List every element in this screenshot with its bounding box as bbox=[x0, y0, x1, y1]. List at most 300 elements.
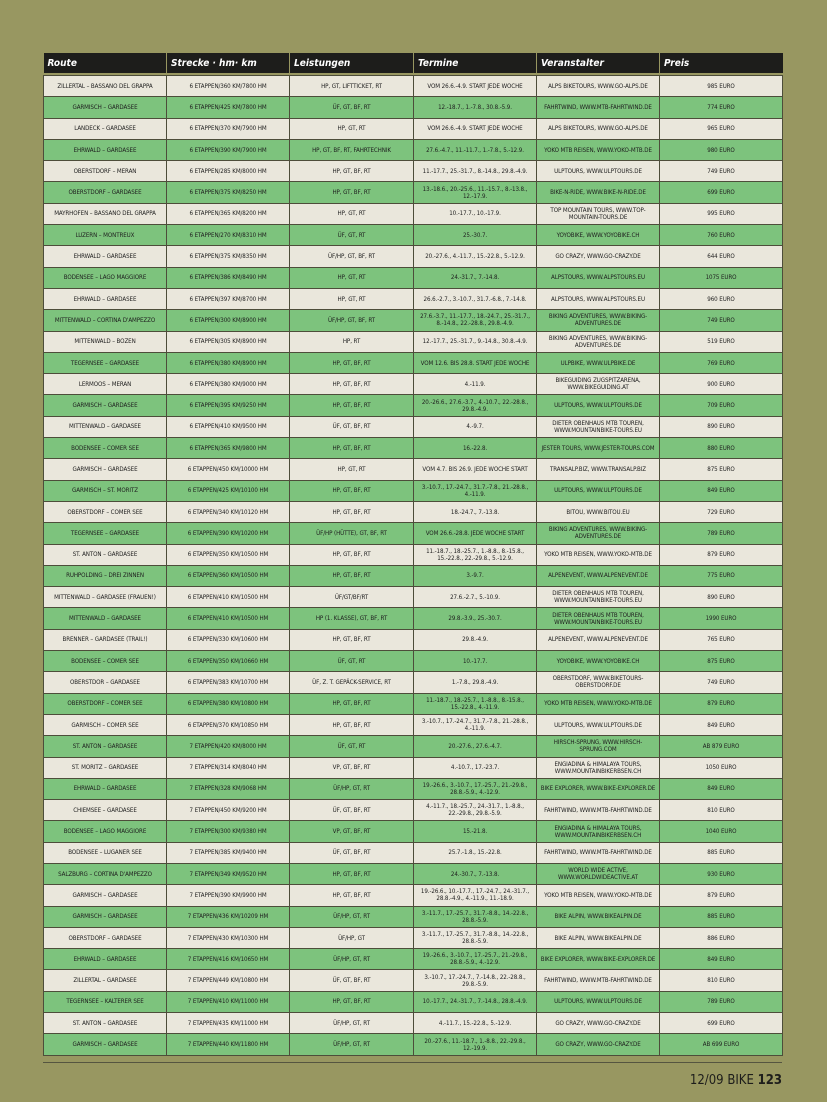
table-row bbox=[44, 565, 783, 586]
cell-veranstalter: BIKE ALPIN, WWW.BIKEALPIN.DE bbox=[537, 927, 660, 948]
cell-termine: 10.-17.7., 10.-17.9. bbox=[414, 203, 537, 224]
cell-route: LANDECK – GARDASEE bbox=[44, 118, 167, 139]
cell-strecke: 6 ETAPPEN/380 KM/10800 HM bbox=[167, 693, 290, 714]
cell-strecke: 6 ETAPPEN/395 KM/9250 HM bbox=[167, 395, 290, 416]
table-row bbox=[44, 778, 783, 799]
cell-termine: 24.-30.7., 7.-13.8. bbox=[414, 863, 537, 884]
cell-preis: 810 EURO bbox=[660, 800, 783, 821]
cell-veranstalter: ALPSTOURS, WWW.ALPSTOURS.EU bbox=[537, 288, 660, 309]
table-row bbox=[44, 736, 783, 757]
cell-preis: 1050 EURO bbox=[660, 757, 783, 778]
cell-termine: 27.6.-2.7., 5.-10.9. bbox=[414, 587, 537, 608]
cell-termine: VOM 4.7. BIS 26.9. JEDE WOCHE START bbox=[414, 459, 537, 480]
cell-preis: 879 EURO bbox=[660, 544, 783, 565]
cell-preis: 849 EURO bbox=[660, 778, 783, 799]
table-row bbox=[44, 374, 783, 395]
cell-preis: 890 EURO bbox=[660, 416, 783, 437]
cell-veranstalter: GO CRAZY, WWW.GO-CRAZY.DE bbox=[537, 1013, 660, 1034]
cell-termine: 4.-11.7., 18.-25.7., 24.-31.7., 1.-8.8., 22.-29.8., 29.8.-5.9. bbox=[414, 800, 537, 821]
cell-termine: 20.-27.6., 4.-11.7., 15.-22.8., 5.-12.9. bbox=[414, 246, 537, 267]
cell-veranstalter: ENGIADINA & HIMALAYA TOURS, WWW.MOUNTAINBIKERBSEN.CH bbox=[537, 757, 660, 778]
table-row bbox=[44, 672, 783, 693]
cell-preis: 879 EURO bbox=[660, 885, 783, 906]
cell-route: OBERSTDORF – COMER SEE bbox=[44, 693, 167, 714]
header-leistungen: Leistungen bbox=[290, 53, 414, 73]
table-row bbox=[44, 757, 783, 778]
table-row bbox=[44, 523, 783, 544]
cell-termine: 15.-21.8. bbox=[414, 821, 537, 842]
table-row bbox=[44, 544, 783, 565]
table-row bbox=[44, 863, 783, 884]
cell-leistungen: HP, GT, BF, RT bbox=[290, 501, 414, 522]
cell-veranstalter: ENGIADINA & HIMALAYA TOURS, WWW.MOUNTAINBIKERBSEN.CH bbox=[537, 821, 660, 842]
cell-strecke: 6 ETAPPEN/360 KM/10500 HM bbox=[167, 565, 290, 586]
cell-veranstalter: YOKO MTB REISEN, WWW.YOKO-MTB.DE bbox=[537, 139, 660, 160]
cell-preis: 760 EURO bbox=[660, 225, 783, 246]
cell-leistungen: ÜF/HP, GT bbox=[290, 927, 414, 948]
cell-leistungen: ÜF, GT, RT bbox=[290, 225, 414, 246]
cell-preis: 1040 EURO bbox=[660, 821, 783, 842]
cell-veranstalter: BIKE-N-RIDE, WWW.BIKE-N-RIDE.DE bbox=[537, 182, 660, 203]
cell-veranstalter: TOP MOUNTAIN TOURS, WWW.TOP-MOUNTAIN-TOURS.DE bbox=[537, 203, 660, 224]
cell-route: TEGERNSEE – KALTERER SEE bbox=[44, 991, 167, 1012]
table-row bbox=[44, 438, 783, 459]
cell-veranstalter: YOYOBIKE, WWW.YOYOBIKE.CH bbox=[537, 651, 660, 672]
cell-leistungen: ÜF, GT, BF, RT bbox=[290, 97, 414, 118]
cell-leistungen: VP, GT, BF, RT bbox=[290, 821, 414, 842]
cell-preis: 699 EURO bbox=[660, 182, 783, 203]
table-row bbox=[44, 714, 783, 735]
cell-leistungen: HP, GT, BF, RT bbox=[290, 182, 414, 203]
cell-leistungen: HP, GT, BF, RT bbox=[290, 374, 414, 395]
cell-veranstalter: BIKE ALPIN, WWW.BIKEALPIN.DE bbox=[537, 906, 660, 927]
cell-leistungen: ÜF, GT, BF, RT bbox=[290, 800, 414, 821]
table-row bbox=[44, 118, 783, 139]
cell-preis: 886 EURO bbox=[660, 927, 783, 948]
table-row bbox=[44, 608, 783, 629]
table-row bbox=[44, 821, 783, 842]
cell-leistungen: HP, GT, RT bbox=[290, 203, 414, 224]
cell-leistungen: ÜF, GT, BF, RT bbox=[290, 416, 414, 437]
cell-leistungen: HP, GT, BF, RT bbox=[290, 629, 414, 650]
cell-termine: 20.-27.6., 27.6.-4.7. bbox=[414, 736, 537, 757]
header-route: Route bbox=[44, 53, 167, 73]
cell-strecke: 7 ETAPPEN/390 KM/9900 HM bbox=[167, 885, 290, 906]
cell-preis: 885 EURO bbox=[660, 906, 783, 927]
cell-veranstalter: WORLD WIDE ACTIVE, WWW.WORLDWIDEACTIVE.AT bbox=[537, 863, 660, 884]
cell-preis: 709 EURO bbox=[660, 395, 783, 416]
cell-leistungen: ÜF/HP (HÜTTE), GT, BF, RT bbox=[290, 523, 414, 544]
cell-route: ST. ANTON – GARDASEE bbox=[44, 736, 167, 757]
cell-preis: 769 EURO bbox=[660, 352, 783, 373]
cell-veranstalter: ALPENEVENT, WWW.ALPENEVENT.DE bbox=[537, 629, 660, 650]
cell-preis: 995 EURO bbox=[660, 203, 783, 224]
table-row bbox=[44, 310, 783, 331]
table-row bbox=[44, 949, 783, 970]
cell-preis: 900 EURO bbox=[660, 374, 783, 395]
cell-veranstalter: GO CRAZY, WWW.GO-CRAZY.DE bbox=[537, 246, 660, 267]
cell-termine: 12.-17.7., 25.-31.7., 9.-14.8., 30.8.-4.9. bbox=[414, 331, 537, 352]
cell-route: MITTENWALD – BOZEN bbox=[44, 331, 167, 352]
cell-veranstalter: BIKING ADVENTURES, WWW.BIKING-ADVENTURES.DE bbox=[537, 310, 660, 331]
cell-strecke: 7 ETAPPEN/450 KM/9200 HM bbox=[167, 800, 290, 821]
cell-route: GARMISCH – GARDASEE bbox=[44, 1034, 167, 1055]
tour-table bbox=[43, 53, 783, 1056]
cell-strecke: 6 ETAPPEN/390 KM/10200 HM bbox=[167, 523, 290, 544]
cell-strecke: 7 ETAPPEN/385 KM/9400 HM bbox=[167, 842, 290, 863]
issue-number: 12/09 bbox=[689, 1073, 724, 1088]
cell-strecke: 6 ETAPPEN/340 KM/10120 HM bbox=[167, 501, 290, 522]
cell-veranstalter: ULPTOURS, WWW.ULPTOURS.DE bbox=[537, 991, 660, 1012]
cell-leistungen: HP, GT, RT bbox=[290, 118, 414, 139]
cell-route: EHRWALD – GARDASEE bbox=[44, 246, 167, 267]
cell-route: MAYRHOFEN – BASSANO DEL GRAPPA bbox=[44, 203, 167, 224]
cell-termine: 11.-18.7., 18.-25.7., 1.-8.8., 8.-15.8., 15.-22.8., 22.-29.8., 5.-12.9. bbox=[414, 544, 537, 565]
cell-veranstalter: DIETER OBENHAUS MTB TOUREN, WWW.MOUNTAINBIKE-TOURS.EU bbox=[537, 416, 660, 437]
cell-strecke: 6 ETAPPEN/380 KM/9000 HM bbox=[167, 374, 290, 395]
cell-leistungen: ÜF/HP, GT, BF, RT bbox=[290, 310, 414, 331]
cell-route: ZILLERTAL – GARDASEE bbox=[44, 970, 167, 991]
cell-termine: 25.-30.7. bbox=[414, 225, 537, 246]
cell-preis: 980 EURO bbox=[660, 139, 783, 160]
table-row bbox=[44, 246, 783, 267]
cell-termine: VOM 26.6.-4.9. START JEDE WOCHE bbox=[414, 118, 537, 139]
cell-veranstalter: ULPTOURS, WWW.ULPTOURS.DE bbox=[537, 480, 660, 501]
cell-leistungen: HP, GT, BF, RT bbox=[290, 352, 414, 373]
table-row bbox=[44, 416, 783, 437]
cell-route: BODENSEE – COMER SEE bbox=[44, 438, 167, 459]
table-row bbox=[44, 203, 783, 224]
cell-termine: 4.-9.7. bbox=[414, 416, 537, 437]
table-row bbox=[44, 800, 783, 821]
cell-strecke: 6 ETAPPEN/365 KM/9800 HM bbox=[167, 438, 290, 459]
table-row bbox=[44, 480, 783, 501]
cell-leistungen: HP, GT, BF, RT bbox=[290, 161, 414, 182]
cell-veranstalter: ALPS BIKETOURS, WWW.GO-ALPS.DE bbox=[537, 76, 660, 97]
table-row bbox=[44, 651, 783, 672]
cell-route: TEGERNSEE – GARDASEE bbox=[44, 352, 167, 373]
page-number: 123 bbox=[757, 1073, 782, 1088]
cell-leistungen: HP, GT, RT bbox=[290, 288, 414, 309]
cell-veranstalter: YOKO MTB REISEN, WWW.YOKO-MTB.DE bbox=[537, 693, 660, 714]
cell-termine: 11.-18.7., 18.-25.7., 1.-8.8., 8.-15.8., 15.-22.8., 4.-11.9. bbox=[414, 693, 537, 714]
cell-veranstalter: BIKE EXPLORER, WWW.BIKE-EXPLORER.DE bbox=[537, 778, 660, 799]
cell-preis: 1075 EURO bbox=[660, 267, 783, 288]
cell-termine: 25.7.-1.8., 15.-22.8. bbox=[414, 842, 537, 863]
cell-preis: 875 EURO bbox=[660, 459, 783, 480]
cell-veranstalter: ULPTOURS, WWW.ULPTOURS.DE bbox=[537, 161, 660, 182]
cell-leistungen: ÜF/HP, GT, RT bbox=[290, 1034, 414, 1055]
cell-veranstalter: DIETER OBENHAUS MTB TOUREN, WWW.MOUNTAINBIKE-TOURS.EU bbox=[537, 587, 660, 608]
table-row bbox=[44, 331, 783, 352]
cell-route: EHRWALD – GARDASEE bbox=[44, 139, 167, 160]
header-preis: Preis bbox=[660, 53, 783, 73]
cell-strecke: 6 ETAPPEN/285 KM/8000 HM bbox=[167, 161, 290, 182]
cell-preis: 875 EURO bbox=[660, 651, 783, 672]
cell-veranstalter: ULPTOURS, WWW.ULPTOURS.DE bbox=[537, 714, 660, 735]
table-row bbox=[44, 970, 783, 991]
cell-leistungen: ÜF, GT, RT bbox=[290, 651, 414, 672]
cell-leistungen: ÜF/HP, GT, RT bbox=[290, 778, 414, 799]
cell-strecke: 6 ETAPPEN/390 KM/7900 HM bbox=[167, 139, 290, 160]
cell-veranstalter: ALPS BIKETOURS, WWW.GO-ALPS.DE bbox=[537, 118, 660, 139]
table-row bbox=[44, 139, 783, 160]
cell-strecke: 6 ETAPPEN/300 KM/8900 HM bbox=[167, 310, 290, 331]
cell-strecke: 6 ETAPPEN/450 KM/10000 HM bbox=[167, 459, 290, 480]
cell-termine: 19.-26.6., 10.-17.7., 17.-24.7., 24.-31.7., 28.8.-4.9., 4.-11.9., 11.-18.9. bbox=[414, 885, 537, 906]
cell-termine: 24.-31.7., 7.-14.8. bbox=[414, 267, 537, 288]
cell-strecke: 7 ETAPPEN/314 KM/8040 HM bbox=[167, 757, 290, 778]
cell-route: EHRWALD – GARDASEE bbox=[44, 288, 167, 309]
cell-leistungen: HP, GT, BF, RT bbox=[290, 438, 414, 459]
cell-route: GARMISCH – GARDASEE bbox=[44, 395, 167, 416]
cell-leistungen: HP, GT, BF, RT bbox=[290, 863, 414, 884]
cell-preis: 849 EURO bbox=[660, 949, 783, 970]
cell-veranstalter: BIKING ADVENTURES, WWW.BIKING-ADVENTURES.DE bbox=[537, 331, 660, 352]
table-row bbox=[44, 927, 783, 948]
table-row bbox=[44, 885, 783, 906]
cell-preis: 749 EURO bbox=[660, 310, 783, 331]
cell-preis: 890 EURO bbox=[660, 587, 783, 608]
cell-preis: 729 EURO bbox=[660, 501, 783, 522]
cell-preis: 749 EURO bbox=[660, 161, 783, 182]
cell-leistungen: ÜF/HP, GT, BF, RT bbox=[290, 246, 414, 267]
cell-leistungen: ÜF/HP, GT, RT bbox=[290, 949, 414, 970]
cell-termine: 29.8.-3.9., 25.-30.7. bbox=[414, 608, 537, 629]
cell-route: ZILLERTAL – BASSANO DEL GRAPPA bbox=[44, 76, 167, 97]
cell-termine: 16.-22.8. bbox=[414, 438, 537, 459]
cell-route: BODENSEE – LAGO MAGGIORE bbox=[44, 821, 167, 842]
cell-strecke: 6 ETAPPEN/397 KM/8700 HM bbox=[167, 288, 290, 309]
cell-route: GARMISCH – GARDASEE bbox=[44, 885, 167, 906]
cell-preis: 699 EURO bbox=[660, 1013, 783, 1034]
cell-termine: VOM 26.6.-28.8. JEDE WOCHE START bbox=[414, 523, 537, 544]
cell-preis: 519 EURO bbox=[660, 331, 783, 352]
cell-termine: 3.-11.7., 17.-25.7., 31.7.-8.8., 14.-22.8., 28.8.-5.9. bbox=[414, 906, 537, 927]
cell-veranstalter: HIRSCH-SPRUNG, WWW.HIRSCH-SPRUNG.COM bbox=[537, 736, 660, 757]
cell-route: SALZBURG – CORTINA D'AMPEZZO bbox=[44, 863, 167, 884]
cell-leistungen: HP, GT, BF, RT, FAHRTECHNIK bbox=[290, 139, 414, 160]
table-row bbox=[44, 76, 783, 97]
table-row bbox=[44, 97, 783, 118]
cell-leistungen: ÜF, Z. T. GEPÄCK-SERVICE, RT bbox=[290, 672, 414, 693]
cell-strecke: 6 ETAPPEN/425 KM/10100 HM bbox=[167, 480, 290, 501]
cell-route: ST. ANTON – GARDASEE bbox=[44, 544, 167, 565]
cell-veranstalter: GO CRAZY, WWW.GO-CRAZY.DE bbox=[537, 1034, 660, 1055]
footer-rule bbox=[43, 1062, 782, 1063]
cell-route: OBERSTDORF – COMER SEE bbox=[44, 501, 167, 522]
cell-termine: 3.-10.7., 17.-24.7., 7.-14.8., 22.-28.8., 29.8.-5.9. bbox=[414, 970, 537, 991]
table-row bbox=[44, 182, 783, 203]
table-row bbox=[44, 1034, 783, 1055]
cell-strecke: 7 ETAPPEN/328 KM/9068 HM bbox=[167, 778, 290, 799]
cell-preis: 880 EURO bbox=[660, 438, 783, 459]
table-body bbox=[44, 76, 783, 1056]
cell-preis: 965 EURO bbox=[660, 118, 783, 139]
cell-strecke: 7 ETAPPEN/440 KM/11800 HM bbox=[167, 1034, 290, 1055]
table-row bbox=[44, 1013, 783, 1034]
cell-preis: AB 699 EURO bbox=[660, 1034, 783, 1055]
cell-strecke: 6 ETAPPEN/375 KM/8250 HM bbox=[167, 182, 290, 203]
cell-strecke: 6 ETAPPEN/305 KM/8900 HM bbox=[167, 331, 290, 352]
table-header-row bbox=[44, 53, 783, 73]
cell-termine: 3.-11.7., 17.-25.7., 31.7.-8.8., 14.-22.8., 28.8.-5.9. bbox=[414, 927, 537, 948]
cell-route: OBERSTDORF – GARDASEE bbox=[44, 182, 167, 203]
cell-strecke: 7 ETAPPEN/436 KM/10209 HM bbox=[167, 906, 290, 927]
cell-leistungen: HP, GT, BF, RT bbox=[290, 395, 414, 416]
cell-strecke: 6 ETAPPEN/370 KM/10850 HM bbox=[167, 714, 290, 735]
cell-termine: 20.-27.6., 11.-18.7., 1.-8.8., 22.-29.8., 12.-19.9. bbox=[414, 1034, 537, 1055]
cell-termine: 13.-18.6., 20.-25.6., 11.-15.7., 8.-13.8., 12.-17.9. bbox=[414, 182, 537, 203]
table-row bbox=[44, 161, 783, 182]
cell-termine: 27.6.-3.7., 11.-17.7., 18.-24.7., 25.-31.7., 8.-14.8., 22.-28.8., 29.8.-4.9. bbox=[414, 310, 537, 331]
cell-strecke: 6 ETAPPEN/330 KM/10600 HM bbox=[167, 629, 290, 650]
cell-termine: 27.6.-4.7., 11.-11.7., 1.-7.8., 5.-12.9. bbox=[414, 139, 537, 160]
table-row bbox=[44, 991, 783, 1012]
cell-veranstalter: YOKO MTB REISEN, WWW.YOKO-MTB.DE bbox=[537, 885, 660, 906]
cell-veranstalter: BIKING ADVENTURES, WWW.BIKING-ADVENTURES.DE bbox=[537, 523, 660, 544]
cell-route: EHRWALD – GARDASEE bbox=[44, 778, 167, 799]
cell-preis: 930 EURO bbox=[660, 863, 783, 884]
cell-preis: 789 EURO bbox=[660, 523, 783, 544]
cell-strecke: 7 ETAPPEN/435 KM/11000 HM bbox=[167, 1013, 290, 1034]
cell-termine: VOM 12.6. BIS 28.8. START JEDE WOCHE bbox=[414, 352, 537, 373]
cell-termine: 12.-18.7., 1.-7.8., 30.8.-5.9. bbox=[414, 97, 537, 118]
cell-route: MITTENWALD – GARDASEE bbox=[44, 416, 167, 437]
cell-veranstalter: ALPSTOURS, WWW.ALPSTOURS.EU bbox=[537, 267, 660, 288]
cell-leistungen: HP, GT, RT bbox=[290, 267, 414, 288]
table-row bbox=[44, 395, 783, 416]
header-strecke: Strecke · hm· km bbox=[167, 53, 290, 73]
cell-preis: AB 879 EURO bbox=[660, 736, 783, 757]
table-row bbox=[44, 842, 783, 863]
table-row bbox=[44, 225, 783, 246]
cell-veranstalter: OBERSTDORF, WWW.BIKETOURS-OBERSTDORF.DE bbox=[537, 672, 660, 693]
cell-leistungen: HP, GT, BF, RT bbox=[290, 693, 414, 714]
cell-strecke: 6 ETAPPEN/380 KM/8900 HM bbox=[167, 352, 290, 373]
cell-route: CHIEMSEE – GARDASEE bbox=[44, 800, 167, 821]
cell-route: GARMISCH – GARDASEE bbox=[44, 97, 167, 118]
cell-veranstalter: YOKO MTB REISEN, WWW.YOKO-MTB.DE bbox=[537, 544, 660, 565]
cell-veranstalter: FAHRTWIND, WWW.MTB-FAHRTWIND.DE bbox=[537, 842, 660, 863]
cell-termine: 4.-11.9. bbox=[414, 374, 537, 395]
cell-preis: 749 EURO bbox=[660, 672, 783, 693]
cell-route: GARMISCH – COMER SEE bbox=[44, 714, 167, 735]
cell-route: OBERSTDORF – GARDASEE bbox=[44, 927, 167, 948]
cell-preis: 810 EURO bbox=[660, 970, 783, 991]
cell-strecke: 7 ETAPPEN/430 KM/10300 HM bbox=[167, 927, 290, 948]
cell-veranstalter: YOYOBIKE, WWW.YOYOBIKE.CH bbox=[537, 225, 660, 246]
cell-strecke: 7 ETAPPEN/416 KM/10650 HM bbox=[167, 949, 290, 970]
table-row bbox=[44, 629, 783, 650]
cell-leistungen: HP, RT bbox=[290, 331, 414, 352]
cell-leistungen: ÜF/HP, GT, RT bbox=[290, 1013, 414, 1034]
cell-veranstalter: JESTER TOURS, WWW.JESTER-TOURS.COM bbox=[537, 438, 660, 459]
cell-leistungen: ÜF, GT, BF, RT bbox=[290, 970, 414, 991]
cell-route: ST. ANTON – GARDASEE bbox=[44, 1013, 167, 1034]
cell-preis: 885 EURO bbox=[660, 842, 783, 863]
table-row bbox=[44, 906, 783, 927]
cell-veranstalter: ULPBIKE, WWW.ULPBIKE.DE bbox=[537, 352, 660, 373]
cell-strecke: 7 ETAPPEN/410 KM/11000 HM bbox=[167, 991, 290, 1012]
cell-veranstalter: ALPENEVENT, WWW.ALPENEVENT.DE bbox=[537, 565, 660, 586]
table-row bbox=[44, 501, 783, 522]
cell-route: GARMISCH – GARDASEE bbox=[44, 906, 167, 927]
cell-termine: 18.-24.7., 7.-13.8. bbox=[414, 501, 537, 522]
table-row bbox=[44, 587, 783, 608]
cell-leistungen: HP, GT, BF, RT bbox=[290, 565, 414, 586]
cell-leistungen: HP, GT, BF, RT bbox=[290, 991, 414, 1012]
cell-route: OBERSTDORF – MERAN bbox=[44, 161, 167, 182]
cell-termine: 20.-26.6., 27.6.-3.7., 4.-10.7., 22.-28.8., 29.8.-4.9. bbox=[414, 395, 537, 416]
cell-veranstalter: FAHRTWIND, WWW.MTB-FAHRTWIND.DE bbox=[537, 800, 660, 821]
cell-route: OBERSTDOR – GARDASEE bbox=[44, 672, 167, 693]
cell-strecke: 6 ETAPPEN/386 KM/8490 HM bbox=[167, 267, 290, 288]
cell-leistungen: HP, GT, BF, RT bbox=[290, 544, 414, 565]
cell-veranstalter: DIETER OBENHAUS MTB TOUREN, WWW.MOUNTAINBIKE-TOURS.EU bbox=[537, 608, 660, 629]
cell-veranstalter: BIKE EXPLORER, WWW.BIKE-EXPLORER.DE bbox=[537, 949, 660, 970]
cell-termine: 26.6.-2.7., 3.-10.7., 31.7.-6.8., 7.-14.8. bbox=[414, 288, 537, 309]
cell-termine: 4.-10.7., 17.-23.7. bbox=[414, 757, 537, 778]
cell-strecke: 6 ETAPPEN/370 KM/7900 HM bbox=[167, 118, 290, 139]
table-row bbox=[44, 267, 783, 288]
cell-route: BODENSEE – LAGO MAGGIORE bbox=[44, 267, 167, 288]
cell-veranstalter: FAHRTWIND, WWW.MTB-FAHRTWIND.DE bbox=[537, 97, 660, 118]
cell-preis: 644 EURO bbox=[660, 246, 783, 267]
cell-strecke: 6 ETAPPEN/270 KM/8310 HM bbox=[167, 225, 290, 246]
cell-veranstalter: BIKEGUIDING ZUGSPITZARENA, WWW.BIKEGUIDING.AT bbox=[537, 374, 660, 395]
header-veranstalter: Veranstalter bbox=[537, 53, 660, 73]
cell-termine: 19.-26.6., 3.-10.7., 17.-25.7., 21.-29.8., 28.8.-5.9., 4.-12.9. bbox=[414, 778, 537, 799]
cell-leistungen: ÜF, GT, BF, RT bbox=[290, 842, 414, 863]
cell-veranstalter: ULPTOURS, WWW.ULPTOURS.DE bbox=[537, 395, 660, 416]
cell-leistungen: HP, GT, BF, RT bbox=[290, 885, 414, 906]
cell-termine: 11.-17.7., 25.-31.7., 8.-14.8., 29.8.-4.9. bbox=[414, 161, 537, 182]
cell-termine: 3.-10.7., 17.-24.7., 31.7.-7.8., 21.-28.8., 4.-11.9. bbox=[414, 480, 537, 501]
cell-route: EHRWALD – GARDASEE bbox=[44, 949, 167, 970]
magazine-name: BIKE bbox=[727, 1073, 754, 1088]
cell-strecke: 6 ETAPPEN/360 KM/7800 HM bbox=[167, 76, 290, 97]
cell-strecke: 7 ETAPPEN/420 KM/8000 HM bbox=[167, 736, 290, 757]
cell-strecke: 6 ETAPPEN/410 KM/10500 HM bbox=[167, 587, 290, 608]
cell-route: LERMOOS – MERAN bbox=[44, 374, 167, 395]
cell-termine: 4.-11.7., 15.-22.8., 5.-12.9. bbox=[414, 1013, 537, 1034]
cell-preis: 849 EURO bbox=[660, 714, 783, 735]
cell-termine: 1.-7.8., 29.8.-4.9. bbox=[414, 672, 537, 693]
cell-leistungen: HP, GT, BF, RT bbox=[290, 480, 414, 501]
cell-strecke: 6 ETAPPEN/350 KM/10500 HM bbox=[167, 544, 290, 565]
cell-route: RUHPOLDING – DREI ZINNEN bbox=[44, 565, 167, 586]
cell-termine: 19.-26.6., 3.-10.7., 17.-25.7., 21.-29.8., 28.8.-5.9., 4.-12.9. bbox=[414, 949, 537, 970]
cell-termine: 3.-9.7. bbox=[414, 565, 537, 586]
cell-strecke: 7 ETAPPEN/349 KM/9520 HM bbox=[167, 863, 290, 884]
table-row bbox=[44, 693, 783, 714]
cell-leistungen: HP, GT, BF, RT bbox=[290, 714, 414, 735]
cell-strecke: 7 ETAPPEN/300 KM/9380 HM bbox=[167, 821, 290, 842]
cell-strecke: 6 ETAPPEN/383 KM/10700 HM bbox=[167, 672, 290, 693]
cell-preis: 775 EURO bbox=[660, 565, 783, 586]
cell-termine: 10.-17.7. bbox=[414, 651, 537, 672]
cell-leistungen: ÜF/HP, GT, RT bbox=[290, 906, 414, 927]
cell-veranstalter: TRANSALP.BIZ, WWW.TRANSALP.BIZ bbox=[537, 459, 660, 480]
cell-strecke: 6 ETAPPEN/425 KM/7800 HM bbox=[167, 97, 290, 118]
cell-route: GARMISCH – GARDASEE bbox=[44, 459, 167, 480]
cell-preis: 849 EURO bbox=[660, 480, 783, 501]
cell-strecke: 6 ETAPPEN/350 KM/10660 HM bbox=[167, 651, 290, 672]
cell-route: MITTENWALD – CORTINA D'AMPEZZO bbox=[44, 310, 167, 331]
cell-termine: 29.8.-4.9. bbox=[414, 629, 537, 650]
cell-route: BODENSEE – COMER SEE bbox=[44, 651, 167, 672]
